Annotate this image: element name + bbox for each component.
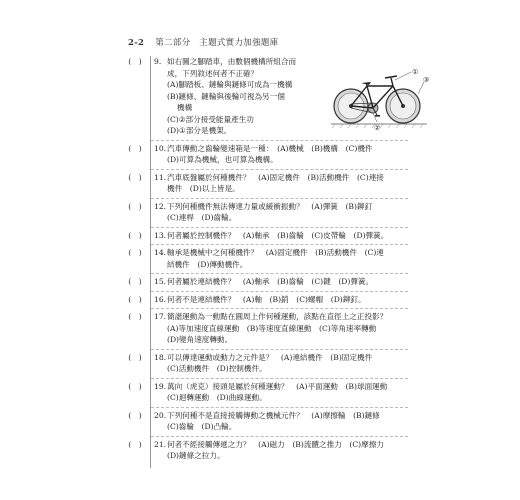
bicycle-icon [327,60,431,132]
question-body [150,381,408,410]
question-body [150,247,408,276]
answer-blank[interactable]: ( ) [128,230,142,240]
question-number: 13. [154,230,167,240]
question-number: 19. [154,381,167,391]
answer-blank[interactable]: ( ) [128,57,142,66]
question-text: 機構 [167,103,193,112]
question-text: (C)連桿 (D)齒輪。 [167,213,237,222]
question-text: 結機件 (D)傳動機件。 [167,259,248,269]
answer-blank[interactable]: ( ) [128,381,142,391]
question-body [150,276,408,294]
question-body [150,294,408,312]
question-line [154,114,337,126]
question-body [150,311,408,352]
question-line [154,276,408,288]
question-line [154,410,408,422]
question-item [126,172,408,201]
question-body [150,410,408,439]
question-item [126,410,408,439]
question-line [154,381,408,393]
question-line [154,68,337,80]
question-text: 何者不是連結機件？ (A)軸 (B)銷 (C)螺帽 (D)鉚釘。 [167,294,366,304]
question-text: 何者不經接觸傳遞之力？ (A)磁力 (B)流體之推力 (C)摩擦力 [167,439,384,449]
question-line [154,392,408,404]
answer-blank[interactable]: ( ) [128,201,142,211]
answer-blank[interactable]: ( ) [128,352,142,362]
question-text: (D)變角速度轉動。 [167,335,233,344]
question-text: 如右圖之腳踏車，由數個機構所組合而 [167,57,297,66]
question-item [126,201,408,230]
question-line [154,450,408,462]
question-line [154,363,408,375]
question-text: (A)等加速度直線運動 (B)等速度直線運動 (C)等角速率轉動 [167,323,377,333]
question-item [126,311,408,352]
question-body [150,172,408,201]
question-line [154,154,408,166]
question-number: 11. [154,172,167,182]
question-item [126,247,408,276]
question-item [126,230,408,248]
svg-text:③: ③ [423,76,430,84]
answer-blank[interactable]: ( ) [128,248,142,257]
question-number: 20. [154,410,167,420]
question-list [126,56,430,468]
question-item [126,143,408,172]
question-text: (D)①部分是機架。 [167,126,232,135]
question-item [126,381,408,410]
question-number: 15. [154,277,167,286]
question-text: (C)②部分接受能量產生功 [167,114,254,124]
answer-blank[interactable]: ( ) [128,312,142,321]
question-text: (C)齒輪 (D)凸輪。 [167,422,237,431]
question-line [154,230,408,242]
question-line [154,183,408,195]
question-text: 簡諧運動為一動點在圓周上作何種運動，該點在直徑上之正投影？ [167,312,388,321]
question-line [154,212,408,224]
question-text: 下列何種不是直接接觸傳動之機械元件？ (A)摩擦輪 (B)鏈條 [167,410,380,420]
question-line [154,79,337,91]
answer-blank[interactable]: ( ) [128,294,142,304]
question-body [150,352,408,381]
question-item [126,439,408,468]
question-text: (D)可算為機械，也可算為機構。 [167,155,278,164]
question-line [154,102,337,114]
question-body [150,439,408,468]
question-text: 下列何種機件無法傳達力量或緩衝振動？ (A)彈簧 (B)鉚釘 [167,201,373,211]
answer-blank[interactable]: ( ) [128,277,142,286]
question-item [126,352,408,381]
question-number: 14. [154,248,167,257]
answer-blank[interactable]: ( ) [128,410,142,420]
question-body [150,143,408,172]
question-number: 17. [154,312,167,321]
question-line [154,91,337,103]
question-text: (C)活動機件 (D)控制機件。 [167,364,267,373]
section-title: 第二部分 主題式實力加強題庫 [155,38,279,48]
question-item [126,294,408,312]
question-text: 何者屬於控制機件？ (A)軸承 (B)齒輪 (C)皮帶輪 (D)彈簧。 [167,230,389,240]
question-text: 機件 (D)以上皆是。 [167,184,240,193]
svg-text:②: ② [374,124,381,132]
question-line [154,323,408,335]
question-line [154,125,337,137]
question-text: 軸承是機械中之何種機件？ (A)固定機件 (B)活動機件 (C)連 [167,248,384,257]
question-text: (C)迴轉運動 (D)曲線運動。 [167,393,267,402]
question-number: 16. [154,294,167,304]
question-text: 何者屬於連結機件？ (A)軸承 (B)齒輪 (C)鍵 (D)彈簧。 [167,277,374,286]
answer-blank[interactable]: ( ) [128,439,142,449]
question-text: (A)腳踏板、鏈輪與鏈條可成為一機構 [167,80,293,89]
question-text: 汽車傳動之齒輪變速箱是一種： (A)機械 (B)機構 (C)機件 [167,143,373,153]
question-line [154,439,408,451]
question-item [126,276,408,294]
page-header [128,36,278,48]
question-line [154,247,408,259]
question-line [154,352,408,364]
question-body [150,201,408,230]
question-line [154,56,324,68]
question-number: 10. [154,143,167,153]
svg-text:①: ① [412,68,419,76]
question-line [154,334,408,346]
question-text: (B)鏈條、鏈輪與後輪可視為另一個 [167,91,285,101]
question-number: 12. [154,201,167,211]
question-number: 18. [154,352,167,362]
question-text: 可以傳達運動或動力之元件是？ (A)連結機件 (B)固定機件 [167,352,373,362]
question-line [154,311,408,323]
question-item [126,56,430,143]
question-text: 成，下列敘述何者不正確？ [167,68,259,78]
answer-blank[interactable]: ( ) [128,172,142,182]
question-body [150,56,430,143]
question-number: 21. [154,439,167,449]
answer-blank[interactable]: ( ) [128,143,142,153]
page-number: 2-2 [128,38,145,48]
question-line [154,259,408,271]
question-line [154,294,408,306]
question-text: (D)鏈條之拉力。 [167,451,225,460]
question-line [154,172,408,184]
question-text: 萬向（虎克）接頭是屬於何種運動？ (A)平面運動 (B)球面運動 [167,381,388,391]
question-line [154,201,408,213]
question-number: 9. [154,57,162,66]
question-text: 汽車底盤屬於何種機件？ (A)固定機件 (B)活動機件 (C)連接 [167,172,384,182]
question-body [150,230,408,248]
question-line [154,143,408,155]
bicycle-figure [327,60,431,132]
question-line [154,421,408,433]
